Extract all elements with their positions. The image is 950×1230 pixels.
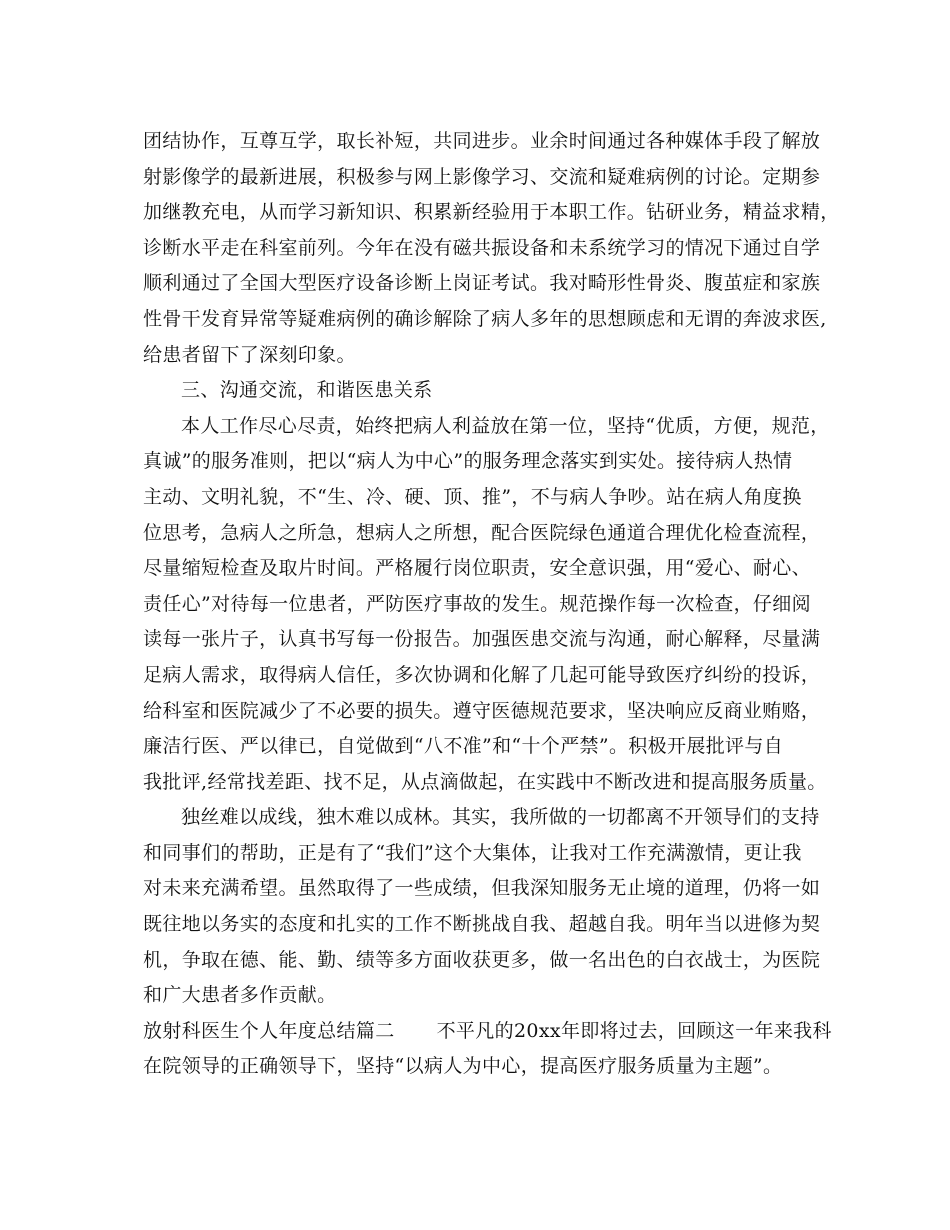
body-line-12: 位思考，急病人之所急，想病人之所想，配合医院绿色通道合理优化检查流程， bbox=[143, 521, 821, 544]
document-body bbox=[143, 124, 840, 1085]
body-line-4: 诊断水平走在科室前列。今年在没有磁共振设备和未系统学习的情况下通过自学 bbox=[143, 236, 821, 259]
body-line-16: 足病人需求，取得病人信任，多次协调和化解了几起可能导致医疗纠纷的投诉， bbox=[143, 663, 821, 686]
body-line-25: 和广大患者多作贡献。 bbox=[143, 984, 337, 1007]
section-heading-three: 三、沟通交流，和谐医患关系 bbox=[181, 379, 433, 402]
section-two-intro: 不平凡的20xx年即将过去，回顾这一年来我科 bbox=[436, 1019, 832, 1042]
body-line-2: 射影像学的最新进展，积极参与网上影像学习、交流和疑难病例的讨论。定期参 bbox=[143, 165, 821, 188]
body-line-24: 机，争取在德、能、勤、绩等多方面收获更多，做一名出色的白衣战士，为医院 bbox=[143, 948, 821, 971]
body-line-3: 加继教充电，从而学习新知识、积累新经验用于本职工作。钻研业务，精益求精， bbox=[143, 201, 840, 224]
body-line-22: 对未来充满希望。虽然取得了一些成绩，但我深知服务无止境的道理，仍将一如 bbox=[143, 877, 821, 900]
body-line-11: 主动、文明礼貌，不“生、冷、硬、顶、推”，不与病人争吵。站在病人角度换 bbox=[143, 485, 802, 508]
section-two-title: 放射科医生个人年度总结篇二 bbox=[143, 1019, 395, 1042]
body-line-20: 独丝难以成线，独木难以成林。其实，我所做的一切都离不开领导们的支持 bbox=[181, 806, 820, 829]
body-line-17: 给科室和医院减少了不必要的损失。遵守医德规范要求，坚决响应反商业贿赂， bbox=[143, 699, 821, 722]
body-line-18: 廉洁行医、严以律已，自觉做到“八不准”和“十个严禁”。积极开展批评与自 bbox=[143, 735, 784, 758]
body-line-21: 和同事们的帮助，正是有了“我们”这个大集体，让我对工作充满激情，更让我 bbox=[143, 841, 802, 864]
section-two-second-line: 在院领导的正确领导下，坚持“以病人为中心，提高医疗服务质量为主题”。 bbox=[143, 1055, 783, 1078]
section-two-first-line bbox=[143, 1014, 832, 1050]
body-line-14: 责任心”对待每一位患者，严防医疗事故的发生。规范操作每一次检查，仔细阅 bbox=[143, 592, 811, 615]
body-line-23: 既往地以务实的态度和扎实的工作不断挑战自我、超越自我。明年当以进修为契 bbox=[143, 913, 821, 936]
body-line-7: 给患者留下了深刻印象。 bbox=[143, 343, 356, 366]
body-line-9: 本人工作尽心尽责，始终把病人利益放在第一位，坚持“优质，方便，规范， bbox=[181, 414, 830, 437]
body-line-19: 我批评,经常找差距、找不足，从点滴做起，在实践中不断改进和提高服务质量。 bbox=[143, 770, 827, 793]
body-line-10: 真诚”的服务准则，把以“病人为中心”的服务理念落实到实处。接待病人热情 bbox=[143, 450, 793, 473]
body-line-13: 尽量缩短检查及取片时间。严格履行岗位职责，安全意识强，用“爱心、耐心、 bbox=[143, 557, 811, 580]
body-line-15: 读每一张片子，认真书写每一份报告。加强医患交流与沟通，耐心解释，尽量满 bbox=[143, 628, 821, 651]
body-line-1: 团结协作，互尊互学，取长补短，共同进步。业余时间通过各种媒体手段了解放 bbox=[143, 130, 821, 152]
body-line-6: 性骨干发育异常等疑难病例的确诊解除了病人多年的思想顾虑和无谓的奔波求医, bbox=[143, 307, 827, 330]
body-line-5: 顺利通过了全国大型医疗设备诊断上岗证考试。我对畸形性骨炎、腹茧症和家族 bbox=[143, 272, 821, 295]
